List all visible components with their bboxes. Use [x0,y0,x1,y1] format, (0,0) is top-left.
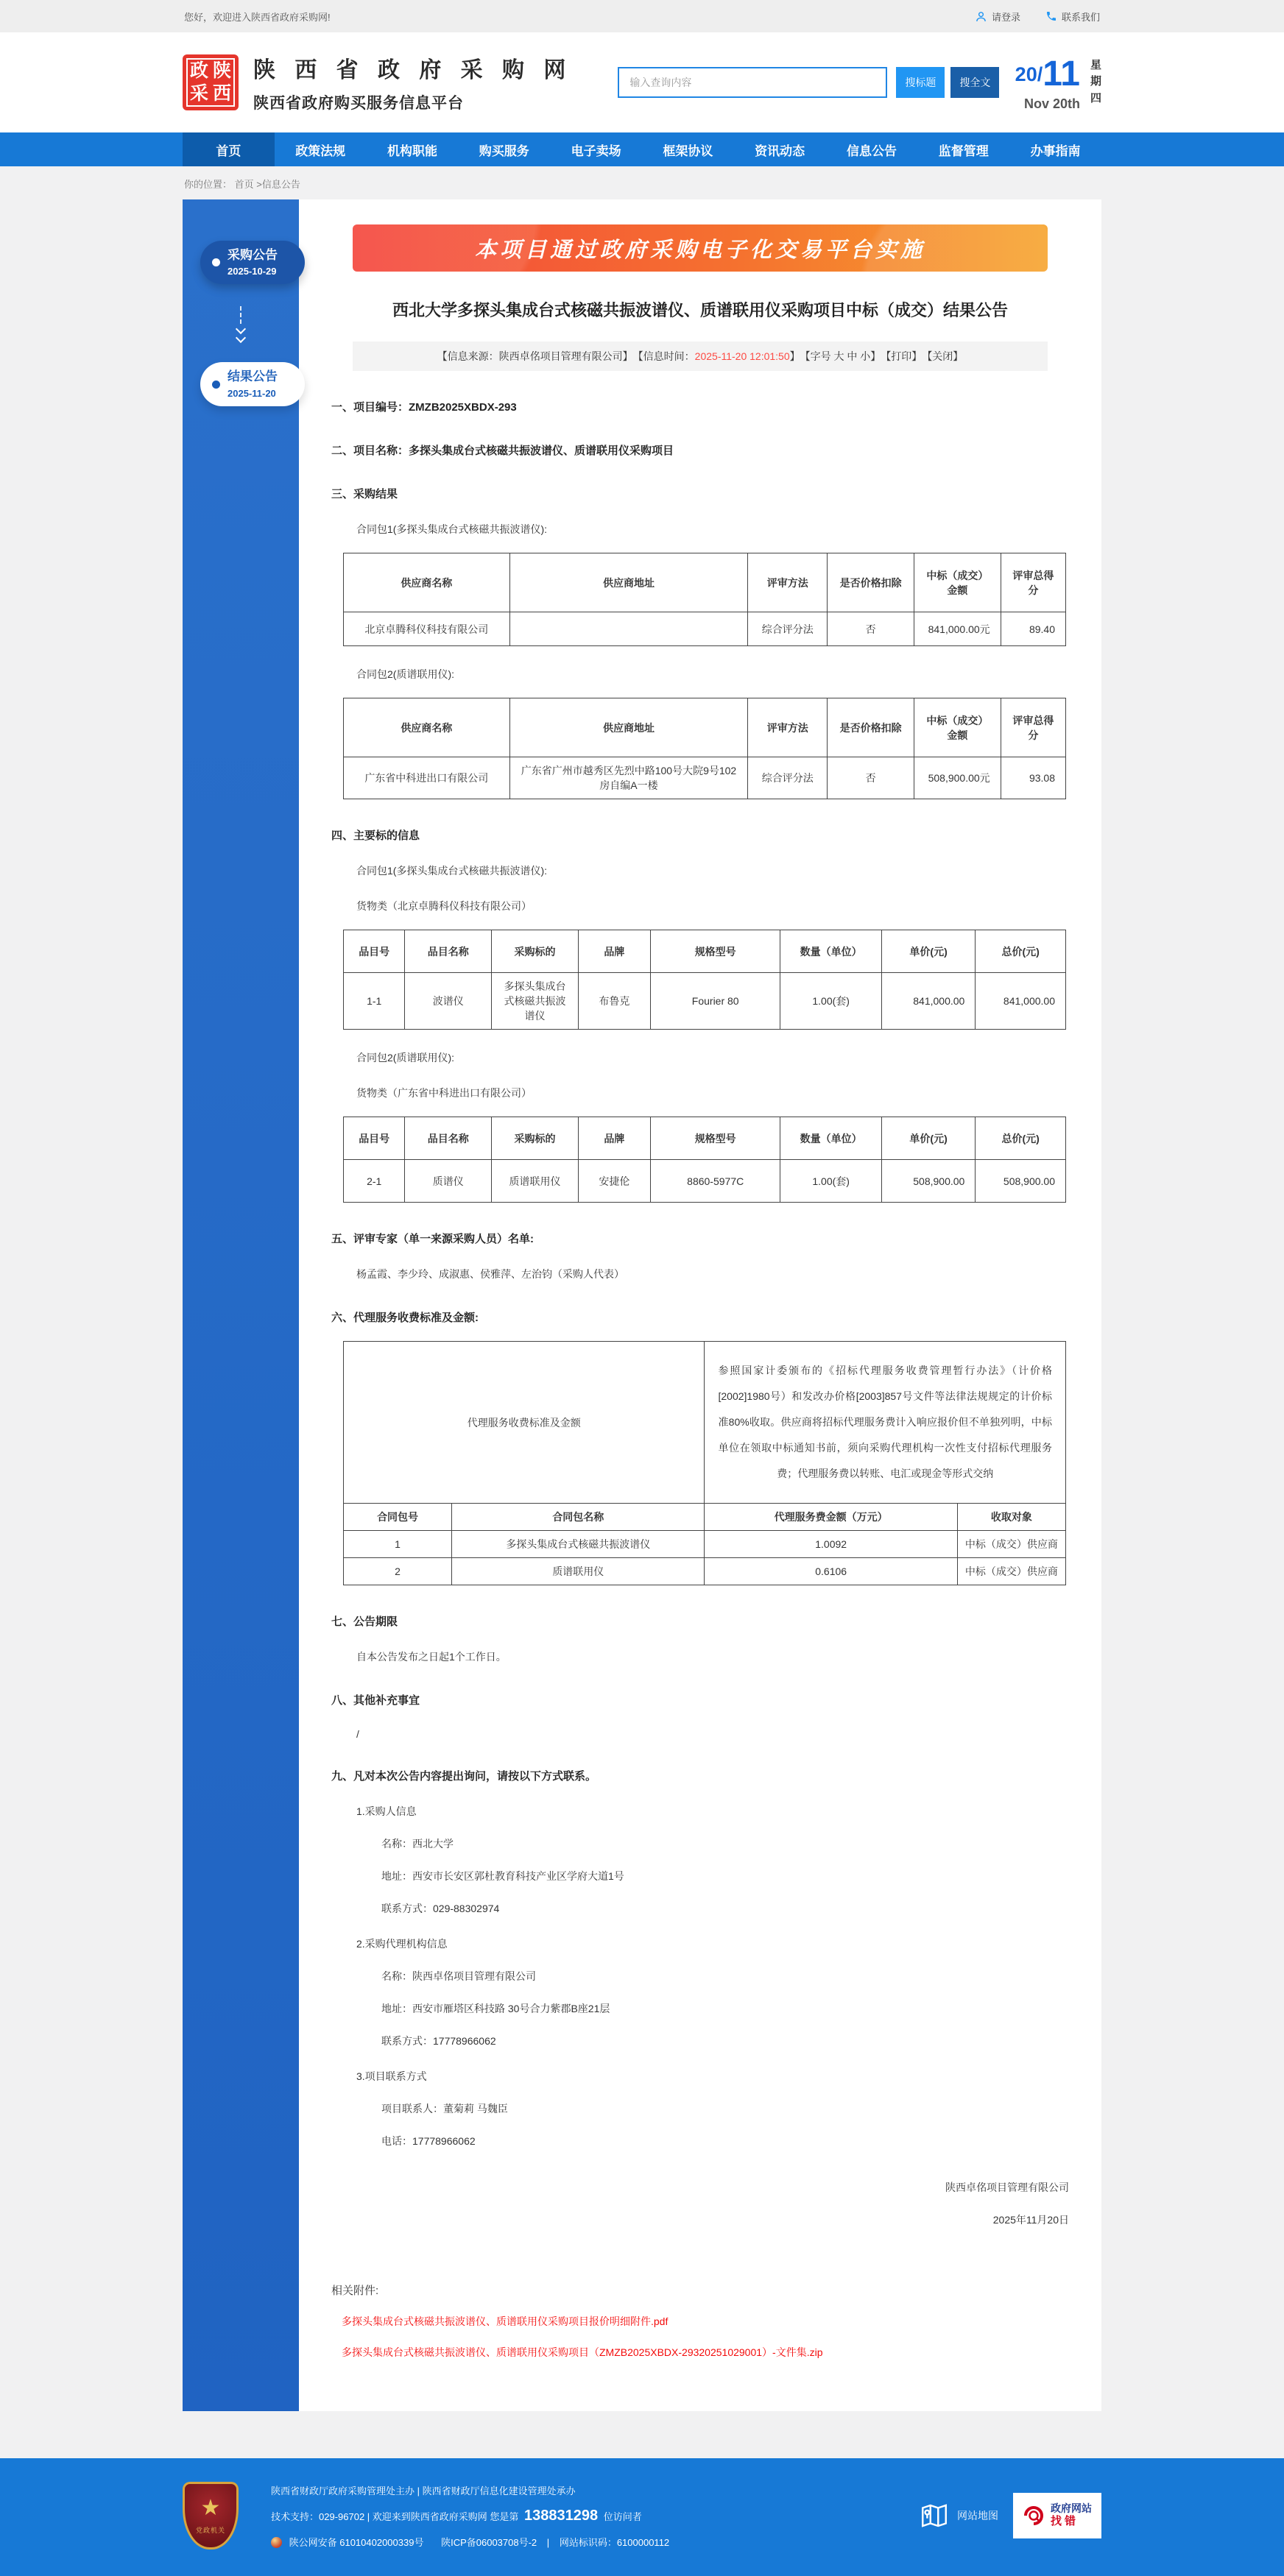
close-button[interactable]: 【关闭】 [922,350,964,362]
breadcrumb-home[interactable]: 首页 [234,179,254,190]
site-subtitle: 陕西省政府购买服务信息平台 [253,95,464,112]
breadcrumb-prefix: 你的位置： [184,179,233,190]
section-project-number: 一、项目编号：ZMZB2025XBDX-293 [331,401,517,414]
nav-item-guide[interactable]: 办事指南 [1030,144,1081,158]
table-row: 1 多探头集成台式核磁共振波谱仪 1.0092 中标（成交）供应商 [344,1531,1066,1558]
date-widget: 20 / 11 Nov 20th 星 期 四 [1015,54,1101,112]
login-link[interactable]: 请登录 [975,10,1020,24]
visitor-count: 138831298 [524,2507,599,2524]
topbar [0,0,1284,32]
site-logo[interactable] [183,54,239,110]
table-row: 2 质谱联用仪 0.6106 中标（成交）供应商 [344,1558,1066,1585]
attachment-pdf-link[interactable]: 多探头集成台式核磁共振波谱仪、质谱联用仪采购项目报价明细附件.pdf [342,2315,669,2327]
main-nav [0,132,1284,166]
platform-banner: 本项目通过政府采购电子化交易平台实施 [353,224,1048,272]
expert-names: 杨孟霞、李少玲、成淑惠、侯雅萍、左治钧（采购人代表） [356,1268,624,1280]
public-security-badge-icon [271,2537,282,2548]
step-dot [212,381,220,389]
fontsize-control[interactable]: 【字号 大 中 小】 [800,350,881,362]
logo-characters: 政 陕 采 西 [186,58,235,107]
user-icon [975,10,987,23]
site-header [0,32,1284,132]
nav-item-purchase-services[interactable]: 购买服务 [479,144,529,158]
nav-item-home[interactable]: 首页 [183,132,275,166]
section-main-subject: 四、主要标的信息 [331,829,420,842]
nav-item-functions[interactable]: 机构职能 [387,144,437,158]
sidebar-item-purchase-announcement[interactable]: 采购公告 2025-10-29 [200,241,305,284]
items-table-package1: 品目号 品目名称 采购标的 品牌 规格型号 数量（单位） 单价(元) 总价(元) 1-1 波谱仪 多探头集成台式核磁共振波谱仪 布鲁克 Fourier 80 1.00(套) 841,000.00 841,000.00 [343,930,1066,1030]
signature-company: 陕西卓佲项目管理有限公司 [945,2182,1069,2193]
site-footer [0,2458,1284,2576]
attachments-label: 相关附件: [331,2285,379,2297]
nav-item-news[interactable]: 资讯动态 [755,144,805,158]
search-input[interactable] [618,67,887,98]
table-row: 广东省中科进出口有限公司 广东省广州市越秀区先烈中路100号大院9号102房自编A一楼 综合评分法 否 508,900.00元 93.08 [344,757,1066,799]
section-agency-fee: 六、代理服务收费标准及金额: [331,1312,479,1324]
footer-visitor-line: 技术支持：029-96702 | 欢迎来到陕西省政府采购网 您是第 138831298 位访问者 [271,2507,642,2524]
breadcrumb: 你的位置： 首页 >信息公告 [0,166,1284,199]
phone-icon [1045,10,1057,22]
icp-number[interactable]: 陕ICP备06003708号-2 [441,2536,537,2548]
signature-block [331,2182,1069,2225]
signature-date: 2025年11月20日 [992,2214,1069,2226]
footer-registration-line: 陕公网安备 61010402000339号 陕ICP备06003708号-2 | 网站标识码：6100000112 [271,2535,669,2549]
attachments [331,2282,1069,2360]
supplier-table-package1: 供应商名称 供应商地址 评审方法 是否价格扣除 中标（成交）金额 评审总得分 北京卓腾科仪科技有限公司 综合评分法 否 841,000.00元 89.40 [343,553,1066,646]
supplier-table-package2: 供应商名称 供应商地址 评审方法 是否价格扣除 中标（成交）金额 评审总得分 广东省中科进出口有限公司 广东省广州市越秀区先烈中路100号大院9号102房自编A一楼 综合评分法 否 508,900.00元 93.08 [343,698,1066,799]
sidebar-item-result-announcement[interactable]: 结果公告 2025-11-20 [200,362,305,406]
nav-item-supervision[interactable]: 监督管理 [938,144,989,158]
sitemap-link[interactable]: 网站地图 [919,2500,998,2531]
date-month: 11 [1043,54,1080,93]
site-code: 网站标识码：6100000112 [559,2536,670,2548]
page-title: 西北大学多探头集成台式核磁共振波谱仪、质谱联用仪采购项目中标（成交）结果公告 [392,301,1008,319]
nav-item-framework[interactable]: 框架协议 [663,144,713,158]
announcement-article: 本项目通过政府采购电子化交易平台实施 西北大学多探头集成台式核磁共振波谱仪、质谱联用仪采购项目中标（成交）结果公告 【信息来源：陕西卓佲项目管理有限公司】 【信息时间： 2025-11-20 12:01:50 】 【字号 大 中 小】 【打印】 【关闭】 一、项目编号：ZMZB2025XBDX-293 二、项目名称：多探头集成台式核磁共振波谱仪、质谱联用仪采购项目 三、采购结果 合同包1(多探头集成台式核磁共振波谱仪): 供应商名称 供应商地址 评审方法 是否价格扣除 中标（成交）金额 评审总得分 北京卓腾科仪科技有限公司 综合评分法 否 841,000.00元 89.40 合同包2(质谱联用仪): 供应商名称 供应商地址 评审方法 是否价格扣除 中标（成交）金额 评审总得分 广东省中科进出口有限公司 广东省广州市越秀区先烈中路100号大院9号102房自编A一楼 综合评分法 否 508,900.00元 93.08 四、主要标的信息 合同包1(多探头集成台式核磁共振波谱仪): 货物类（北京卓腾科仪科技有限公司） 品目号 品目名称 采购标的 品牌 规格型号 数量（单位） 单价(元) 总价(元) 1-1 波谱仪 多探头集成台式核磁共振波谱仪 布鲁克 Fourier 80 1.00(套) 841,000.00 841,000.00 合同包2(质谱联用仪): 货物类（广东省中科进出口有限公司） 品目号 品目名称 采购标的 品牌 规格型号 数量（单位） 单价(元) 总价(元) 2-1 质谱仪 质谱联用仪 安捷伦 8860-5977C 1.00(套) 508,900.00 508,900.00 五、评审专家（单一来源采购人员）名单: 杨孟霞、李少玲、成淑惠、侯雅萍、左治钧（采购人代表） 六、代理服务收费标准及金额: 代理服务收费标准及金额 参照国家计委颁布的《招标代理服务收费管理暂行办法》（计价格[2002]1980号）和发改办价格[2003]857号文件等法律法规规定的计价标准80%收取。供应商将招标代理服务费计入响应报价但不单独列明，中标单位在领取中标通知书前，须向采购代理机构一次性支付招标代理服务费；代理服务费以转账、电汇或现金等形式交纳 合同包号 合同包名称 代理服务费金额（万元） 收取对象 1 多探头集成台式核磁共振波谱仪 1.0092 中标（成交）供应商 2 质谱联用仪 0.6106 中标（成交）供应商 七、公告期限 自本公告发布之日起1个工作日。 八、其他补充事宜 / 九、凡对本次公告内容提出询问，请按以下方式联系。 1.采购人信息 名称：西北大学 地址：西安市长安区郭杜教育科技产业区学府大道1号 联系方式：029-88302974 2.采购代理机构信息 名称：陕西卓佲项目管理有限公司 地址：西安市雁塔区科技路 30号合力紫郡B座21层 联系方式：17778966062 3.项目联系方式 项目联系人：董菊莉 马魏臣 电话：17778966062 陕西卓佲项目管理有限公司 2025年11月20日 相关附件: 多探头集成台式核磁共振波谱仪、质谱联用仪采购项目报价明细附件.pdf 多探头集成台式核磁共振波谱仪、质谱联用仪采购项目（ZMZB2025XBDX-29320251029001）-文件集.zip [299,199,1101,2411]
info-source: 【信息来源：陕西卓佲项目管理有限公司】 [437,350,633,362]
article-meta-bar: 【信息来源：陕西卓佲项目管理有限公司】 【信息时间： 2025-11-20 12:01:50 】 【字号 大 中 小】 【打印】 【关闭】 [353,342,1048,371]
nav-item-e-market[interactable]: 电子卖场 [571,144,621,158]
section-project-name: 二、项目名称：多探头集成台式核磁共振波谱仪、质谱联用仪采购项目 [331,445,674,457]
package1-label: 合同包1(多探头集成台式核磁共振波谱仪): [356,523,547,535]
step-dot [212,258,220,266]
search-area [618,67,999,98]
agency-fee-table: 代理服务收费标准及金额 参照国家计委颁布的《招标代理服务收费管理暂行办法》（计价格[2002]1980号）和发改办价格[2003]857号文件等法律法规规定的计价标准80%收取。供应商将招标代理服务费计入响应报价但不单独列明，中标单位在领取中标通知书前，须向采购代理机构一次性支付招标代理服务费；代理服务费以转账、电汇或现金等形式交纳 合同包号 合同包名称 代理服务费金额（万元） 收取对象 1 多探头集成台式核磁共振波谱仪 1.0092 中标（成交）供应商 2 质谱联用仪 0.6106 中标（成交）供应商 [343,1341,1066,1585]
nav-item-policies[interactable]: 政策法规 [295,144,346,158]
error-finder-icon [1023,2505,1045,2527]
weekday-label: 星 期 四 [1090,58,1101,105]
items-table-package2: 品目号 品目名称 采购标的 品牌 规格型号 数量（单位） 单价(元) 总价(元) 2-1 质谱仪 质谱联用仪 安捷伦 8860-5977C 1.00(套) 508,900.00 508,900.00 [343,1117,1066,1203]
table-row: 2-1 质谱仪 质谱联用仪 安捷伦 8860-5977C 1.00(套) 508,900.00 508,900.00 [344,1160,1066,1203]
section-purchase-result: 三、采购结果 [331,488,398,500]
attachment-zip-link[interactable]: 多探头集成台式核磁共振波谱仪、质谱联用仪采购项目（ZMZB2025XBDX-29320251029001）-文件集.zip [342,2346,823,2358]
section-supplement: 八、其他补充事宜 [331,1694,420,1707]
breadcrumb-current[interactable]: 信息公告 [261,179,300,190]
table-row: 1-1 波谱仪 多探头集成台式核磁共振波谱仪 布鲁克 Fourier 80 1.00(套) 841,000.00 841,000.00 [344,973,1066,1030]
beian-number[interactable]: 陕公网安备 61010402000339号 [289,2536,424,2548]
map-icon [919,2500,950,2531]
announcement-timeline-sidebar [183,199,299,2411]
date-english: Nov 20th [1023,96,1080,112]
site-title: 陕 西 省 政 府 采 购 网 [253,58,573,82]
info-time: 2025-11-20 12:01:50 [694,350,790,362]
search-title-button[interactable]: 搜标题 [896,67,945,98]
footer-organizer-line: 陕西省财政厅政府采购管理处主办 | 陕西省财政厅信息化建设管理处承办 [271,2485,576,2497]
package2-label: 合同包2(质谱联用仪): [356,668,454,680]
contact-link[interactable]: 联系我们 [1045,10,1100,24]
section-period: 七、公告期限 [331,1616,398,1628]
print-button[interactable]: 【打印】 [881,350,923,362]
date-day: 20 [1015,63,1037,85]
content-area [0,199,1284,2458]
gov-site-error-report-badge[interactable]: 政府网站 找错 [1013,2493,1101,2538]
search-fulltext-button[interactable]: 搜全文 [950,67,999,98]
welcome-text: 您好，欢迎进入陕西省政府采购网! [184,11,331,23]
nav-item-announcements[interactable]: 信息公告 [846,144,897,158]
section-experts: 五、评审专家（单一来源采购人员）名单: [331,1233,534,1245]
section-contacts: 九、凡对本次公告内容提出询问，请按以下方式联系。 [331,1770,597,1783]
government-emblem-icon: ★ 党政机关 [183,2482,239,2550]
timeline-arrow-icon [233,306,248,342]
table-row: 北京卓腾科仪科技有限公司 综合评分法 否 841,000.00元 89.40 [344,612,1066,646]
